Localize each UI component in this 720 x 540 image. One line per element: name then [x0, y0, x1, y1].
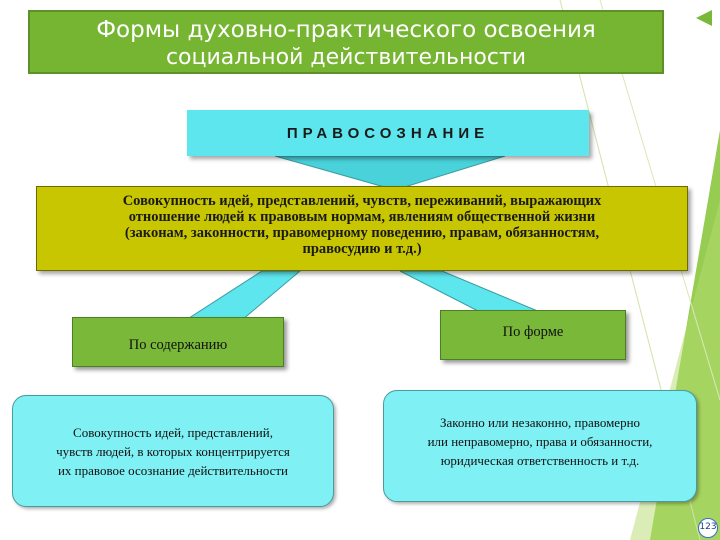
connector-arrow-down	[275, 156, 505, 190]
category-content-label: По содержанию	[128, 336, 228, 353]
form-description-line: Законно или незаконно, правомерно	[439, 414, 641, 430]
content-description-box	[12, 395, 334, 507]
definition-line: Совокупность идей, представлений, чувств, переживаний, выражающих	[122, 193, 602, 209]
definition-box	[36, 186, 688, 271]
title-line-2: социальной действительности	[165, 45, 527, 70]
form-description-box	[383, 390, 697, 502]
definition-line: отношение людей к правовым нормам, явлениям общественной жизни	[128, 209, 596, 225]
category-form	[440, 310, 626, 360]
small-triangle-marker	[696, 10, 712, 26]
connector-arrow-right	[400, 271, 540, 312]
form-description-line: или неправомерно, права и обязанности,	[427, 433, 653, 449]
definition-line: (законам, законности, правомерному поведению, правам, обязанностям,	[124, 225, 600, 241]
definition-line: правосудию и т.д.)	[302, 241, 422, 257]
slide-title	[28, 10, 664, 74]
category-content	[72, 317, 284, 367]
concept-box	[187, 110, 589, 156]
title-line-1: Формы духовно-практического освоения	[96, 17, 596, 43]
concept-label: ПРАВОСОЗНАНИЕ	[286, 124, 490, 142]
category-form-label: По форме	[502, 323, 564, 340]
form-description-line: юридическая ответственность и т.д.	[440, 452, 640, 468]
content-description-line: чувств людей, в которых концентрируется	[56, 443, 290, 459]
connector-arrow-left	[186, 271, 300, 320]
content-description-line: Совокупность идей, представлений,	[73, 424, 273, 440]
content-description-line: их правовое осознание действительности	[57, 462, 289, 478]
page-number-badge: 123	[698, 518, 718, 538]
